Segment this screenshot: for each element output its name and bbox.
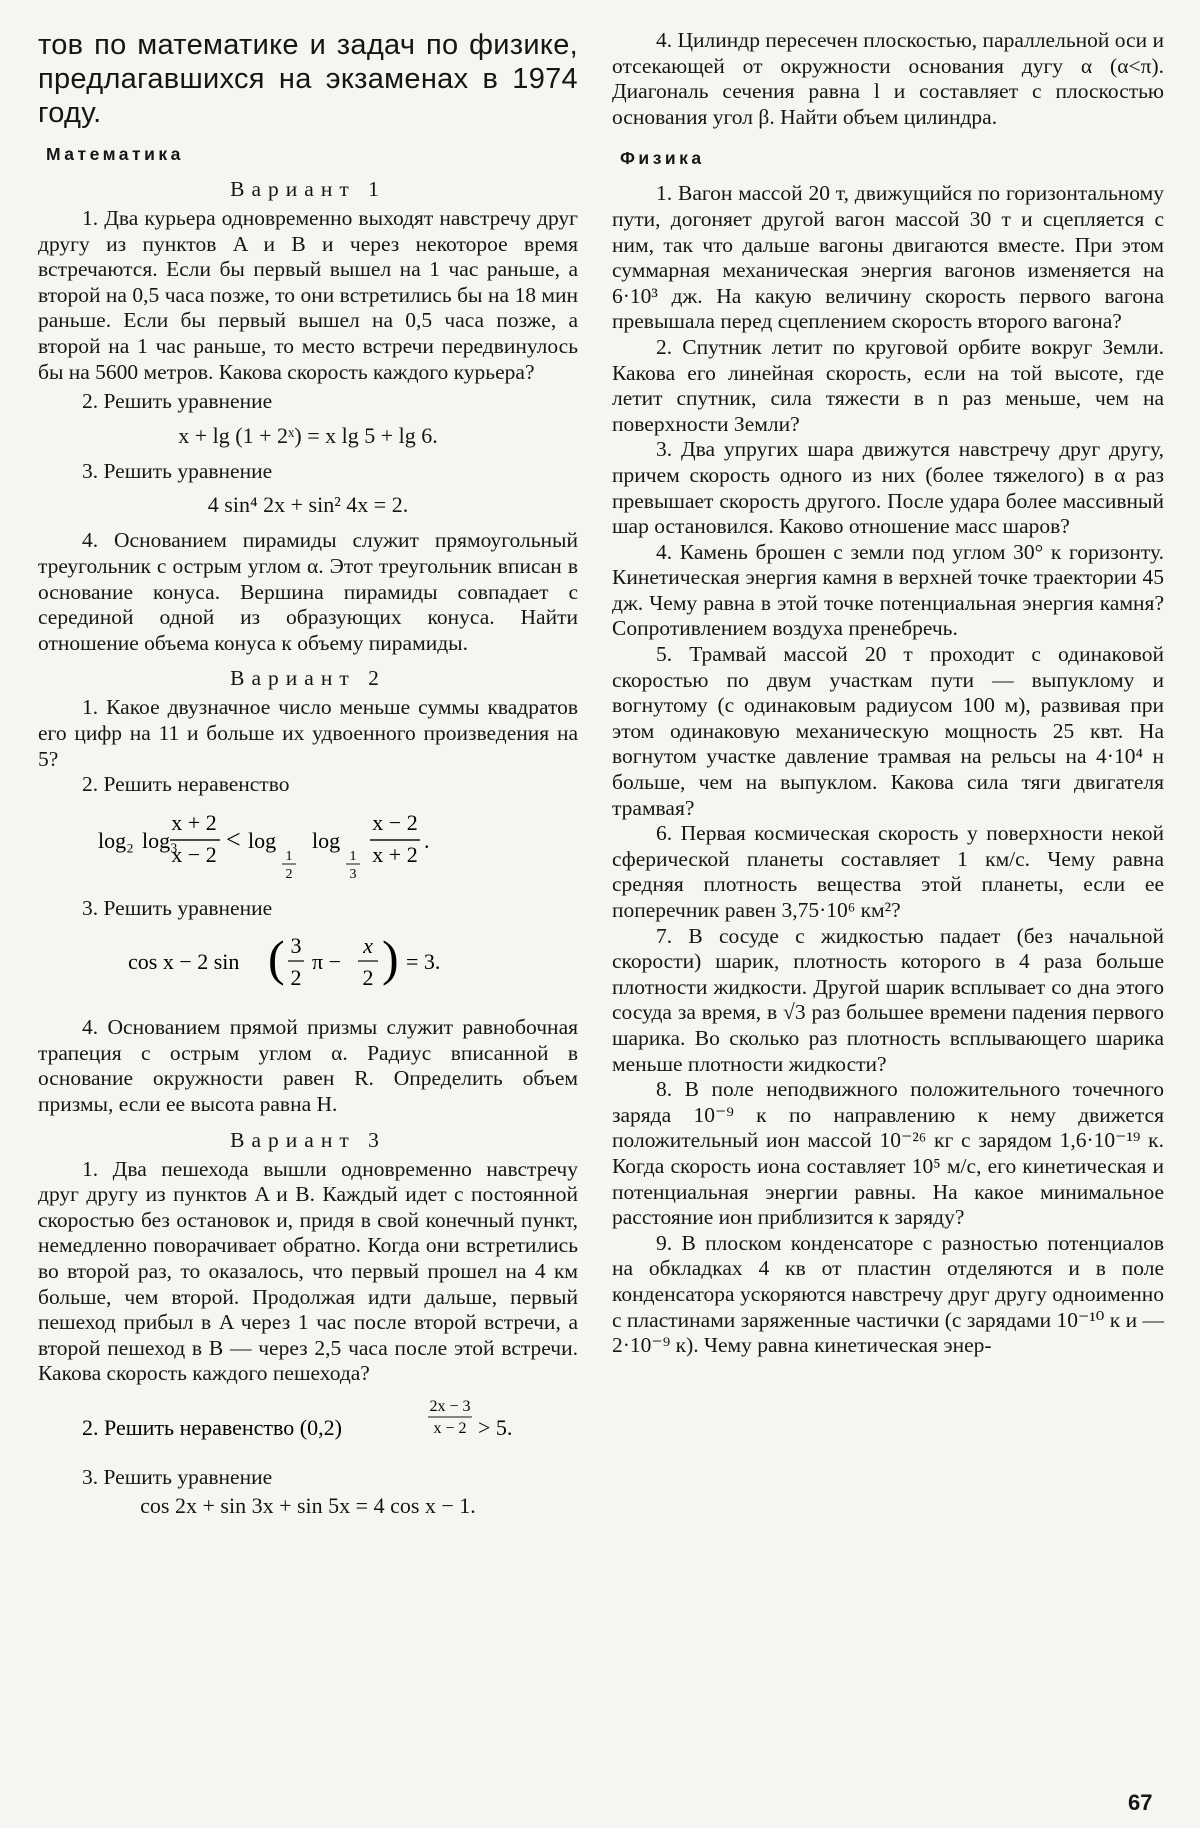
math-heading: Математика [46, 144, 184, 164]
v3p2-exp-num: 2x − 3 [429, 1398, 471, 1415]
ineq-log2: log₂ [98, 827, 134, 853]
v1-problem-3: 3. Решить уравнение [82, 458, 273, 483]
phys-problem-8: 8. В поле неподвижного положительного точечного заряда 10⁻⁹ к по направлению к нему движется положительный ион массой 10⁻²⁶ кг с зарядом 1,6·10⁻¹⁹ к. Когда скорость иона составляет 10⁵ м/с, его кинетическая и потенциальная энергии равны. На какое минимальное расстояние ион приблизится к заряду? [612, 1077, 1164, 1230]
phys-problem-7: 7. В сосуде с жидкостью падает (без начальной скорости) шарик, плотность которого в 4 раза больше плотности жидкости. Другой шарик всплывает со дна этого сосуда за время, в √3 раз большее времени падения первого шарика. Во сколько раз плотность всплывающего шарика меньше плотности жидкости? [612, 923, 1164, 1076]
ineq-num2: x − 2 [372, 809, 418, 835]
phys-problem-3: 3. Два упругих шара движутся навстречу друг другу, причем скорость одного из них (более тяжелого) в α раз превышает скорость другого. После удара более массивный шар остановился. Каково отношение масс шаров? [612, 437, 1164, 539]
v2-problem-2: 2. Решить неравенство [82, 772, 290, 797]
eq3-n1: 3 [290, 933, 302, 959]
eq3-d2: 2 [362, 965, 374, 991]
v1-problem-1: 1. Два курьера одновременно выходят навстречу друг другу из пунктов A и B и через некоторое время встречаются. Если бы первый вышел на 1 час раньше, а второй на 0,5 часа позже, то они встретились бы на 18 мин раньше. Если бы первый вышел на 0,5 часа позже, а второй на 1 час раньше, то место встречи передвинулось бы на 5600 метров. Какова скорость каждого курьера? [38, 206, 578, 384]
ineq-den2: x + 2 [372, 841, 418, 867]
ineq-log-b: log [312, 827, 341, 853]
phys-problem-4: 4. Камень брошен с земли под углом 30° к горизонту. Кинетическая энергия камня в верхней точке траектории 45 дж. Чему равна в этой точке потенциальная энергия камня? Сопротивлением воздуха пренебречь. [612, 539, 1164, 641]
eq3-paren-r: ) [382, 930, 399, 987]
eq3-d1: 2 [290, 965, 302, 991]
v1-problem-4: 4. Основанием пирамиды служит прямоугольный треугольник с острым углом α. Этот треугольник вписан в основание конуса. Вершина пирамиды совпадает с серединой одной из образующих конуса. Найти отношение объема конуса к объему пирамиды. [38, 528, 578, 655]
physics-heading: Физика [620, 148, 705, 169]
v3-problem-1: 1. Два пешехода вышли одновременно навстречу друг другу из пунктов A и B. Каждый идет с постоянной скоростью без остановок и, придя в свой конечный пункт, немедленно поворачивает обратно. Когда они встретились во второй раз, то оказалось, что первый прошел на 4 км больше, чем второй. Продолжая идти дальше, первый пешеход прибыл в A через 1 час после второй встречи, а второй пешеход в B — через 2,5 часа после этой встречи. Какова скорость каждого пешехода? [38, 1156, 578, 1386]
v1-equation-2: x + lg (1 + 2ˣ) = x lg 5 + lg 6. [178, 422, 438, 448]
intro-text: тов по математике и задач по физике, предлагавшихся на экзаменах в 1974 году. [38, 29, 578, 129]
v3-problem-4: 4. Цилиндр пересечен плоскостью, параллельной оси и отсекающей от окружности основания дугу α (α<π). Диагональ сечения равна l и составляет с плоскостью основания угол β. Найти объем цилиндра. [612, 28, 1164, 129]
ineq-half-d: 2 [285, 866, 293, 882]
v2-equation-3 [38, 925, 578, 1007]
v1-problem-2: 2. Решить уравнение [82, 389, 273, 414]
phys-problem-1: 1. Вагон массой 20 т, движущийся по горизонтальному пути, догоняет другой вагон массой 30 т и сцепляется с ним, так что дальше вагоны двигаются вместе. При этом суммарная механическая энергия вагонов изменяется на 6·10³ дж. На какую величину скорость первого вагона превышала перед сцеплением скорость второго вагона? [612, 181, 1164, 334]
variant-2-title: Вариант 2 [230, 666, 386, 691]
ineq-third-n: 1 [349, 848, 357, 864]
ineq-dot: . [424, 827, 430, 853]
ineq-num1: x + 2 [171, 809, 217, 835]
v1-equation-3: 4 sin⁴ 2x + sin² 4x = 2. [207, 492, 409, 518]
eq3-pi: π − [312, 949, 342, 975]
ineq-lt: < [226, 824, 241, 854]
ineq-log3: log₃ [142, 827, 178, 853]
ineq-log-a: log [248, 827, 277, 853]
eq3-lhs: cos x − 2 sin [128, 949, 240, 975]
eq3-rhs: = 3. [406, 949, 441, 975]
v2-problem-1: 1. Какое двузначное число меньше суммы квадратов его цифр на 11 и больше их удвоенного произведения на 5? [38, 695, 578, 771]
v2-inequality [38, 802, 578, 888]
left-column [38, 28, 578, 1529]
v3p2-exp-den: x − 2 [433, 1420, 467, 1437]
v3-equation-3: cos 2x + sin 3x + sin 5x = 4 cos x − 1. [140, 1492, 476, 1518]
eq3-n2: x [363, 933, 373, 959]
v3p2-text: 2. Решить неравенство (0,2) [82, 1415, 342, 1440]
variant-1-title: Вариант 1 [230, 177, 386, 201]
phys-problem-2: 2. Спутник летит по круговой орбите вокруг Земли. Какова его линейная скорость, если на той высоте, где летит спутник, сила тяжести в n раз меньше, чем на поверхности Земли? [612, 334, 1164, 436]
right-column [612, 28, 1164, 1359]
v2-problem-3: 3. Решить уравнение [82, 895, 273, 920]
v3-problem-3: 3. Решить уравнение [82, 1465, 273, 1489]
phys-problem-5: 5. Трамвай массой 20 т проходит с одинаковой скоростью по двум участкам пути — выпуклому и вогнутому (с одинаковым радиусом 100 м), развивая при этом одинаковую механическую мощность 25 квт. На вогнутом участке давление трамвая на рельсы на 4·10⁴ н больше, чем на выпуклом. Какова сила тяги двигателя трамвая? [612, 642, 1164, 820]
ineq-half-n: 1 [285, 848, 293, 864]
ineq-den1: x − 2 [171, 841, 217, 867]
eq3-paren-l: ( [268, 930, 285, 987]
v3p2-rhs: > 5. [478, 1415, 513, 1440]
phys-problem-9: 9. В плоском конденсаторе с разностью потенциалов на обкладках 4 кв от пластин отделяются и в поле конденсатора ускоряются навстречу друг другу одноименно с пластинами заряженные частички (с зарядами 10⁻¹⁰ к и —2·10⁻⁹ к). Чему равна кинетическая энер- [612, 1230, 1164, 1358]
v3-problem-2 [38, 1391, 578, 1457]
v2-problem-4: 4. Основанием прямой призмы служит равнобочная трапеция с острым углом α. Радиус вписанной в основание окружности равен R. Определить объем призмы, если ее высота равна H. [38, 1015, 578, 1117]
page-number: 67 [1128, 1790, 1153, 1815]
ineq-third-d: 3 [349, 866, 357, 882]
phys-problem-6: 6. Первая космическая скорость у поверхности некой сферической планеты составляет 1 км/с. Чему равна средняя плотность вещества этой планеты, если ее поперечник равен 3,75·10⁶ км²? [612, 821, 1164, 922]
variant-3-title: Вариант 3 [230, 1127, 386, 1152]
